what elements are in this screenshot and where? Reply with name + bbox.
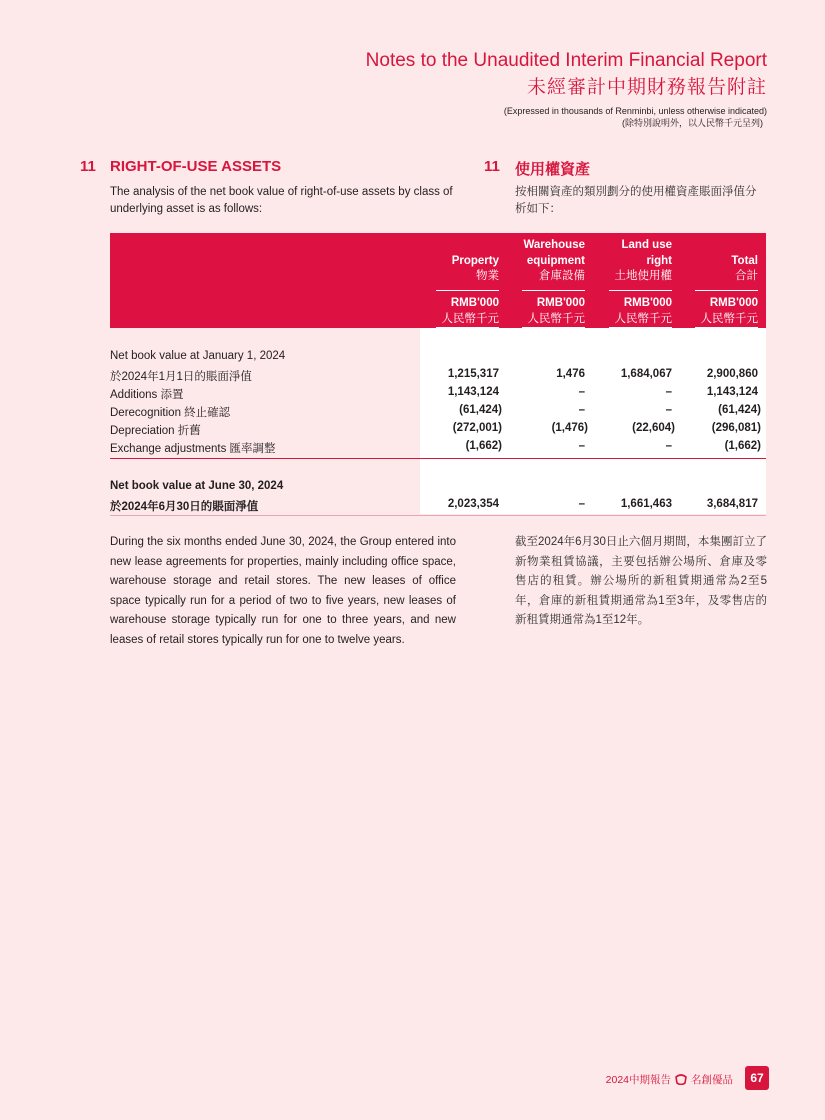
cell-additions-total: 1,143,124 xyxy=(706,386,758,398)
cell-opening-warehouse: 1,476 xyxy=(556,368,585,380)
column-header-warehouse-equipment: Warehouse equipment 倉庫設備 xyxy=(523,239,585,282)
row-label-exchange: Exchange adjustments 匯率調整 xyxy=(110,443,276,455)
cell-opening-property: 1,215,317 xyxy=(447,368,499,380)
table-divider xyxy=(110,458,766,459)
cell-additions-land: – xyxy=(665,386,672,398)
header-rule xyxy=(609,290,672,291)
page-number: 67 xyxy=(745,1066,769,1090)
unit-label-property: RMB'000 人民幣千元 xyxy=(441,297,499,325)
cell-opening-land: 1,684,067 xyxy=(620,368,672,380)
footer xyxy=(606,1072,733,1087)
currency-note-zh: (除特別說明外，以人民幣千元呈列) xyxy=(622,118,763,128)
cell-depreciation-warehouse: (1,476) xyxy=(551,422,588,434)
table-bottom-rule xyxy=(110,515,766,516)
row-label-additions: Additions 添置 xyxy=(110,389,184,401)
column-header-property: Property 物業 xyxy=(451,254,499,282)
unit-rule xyxy=(695,327,758,328)
column-header-land-use-right: Land use right 土地使用權 xyxy=(614,239,672,282)
intro-text-zh: 按相關資產的類別劃分的使用權資產賬面淨值分析如下： xyxy=(515,186,757,215)
cell-additions-warehouse: – xyxy=(578,386,585,398)
section-number-zh: 11 xyxy=(484,158,500,175)
header-rule xyxy=(436,290,499,291)
unit-label-total: RMB'000 人民幣千元 xyxy=(700,297,758,325)
lease-paragraph-zh: 截至2024年6月30日止六個月期間，本集團訂立了新物業租賃協議，主要包括辦公場所、倉庫及零售店的租賃。辦公場所的新租賃期通常為2至5年，倉庫的新租賃期通常為1至3年，及零售店的新租賃期通常為1至12年。 xyxy=(515,536,767,626)
cell-closing-total: 3,684,817 xyxy=(706,498,758,510)
unit-rule xyxy=(609,327,672,328)
row-label-closing-en: Net book value at June 30, 2024 xyxy=(110,480,284,492)
unit-label-warehouse: RMB'000 人民幣千元 xyxy=(527,297,585,325)
table-value-area xyxy=(420,328,766,514)
footer-brand: 名創優品 xyxy=(691,1074,733,1086)
cell-depreciation-land: (22,604) xyxy=(632,422,675,434)
page-header-title-zh: 未經審計中期財務報告附註 xyxy=(526,77,767,98)
cell-derecognition-land: – xyxy=(665,404,672,416)
cell-derecognition-warehouse: – xyxy=(578,404,585,416)
row-label-opening-zh: 於2024年1月1日的賬面淨值 xyxy=(110,371,252,383)
section-title-zh: 使用權資產 xyxy=(515,161,591,178)
row-label-closing-zh: 於2024年6月30日的賬面淨值 xyxy=(110,501,259,513)
cell-closing-land: 1,661,463 xyxy=(620,498,672,510)
cell-depreciation-total: (296,081) xyxy=(711,422,761,434)
cell-exchange-total: (1,662) xyxy=(724,440,761,452)
unit-rule xyxy=(436,327,499,328)
cell-exchange-property: (1,662) xyxy=(465,440,502,452)
row-label-opening-en: Net book value at January 1, 2024 xyxy=(110,350,286,362)
cell-exchange-land: – xyxy=(665,440,672,452)
footer-report-title: 2024中期報告 xyxy=(605,1074,671,1086)
cell-closing-warehouse: – xyxy=(578,498,585,510)
cell-derecognition-total: (61,424) xyxy=(718,404,761,416)
section-number-en: 11 xyxy=(80,158,96,175)
row-label-depreciation: Depreciation 折舊 xyxy=(110,425,201,437)
cell-derecognition-property: (61,424) xyxy=(459,404,502,416)
brand-logo-icon xyxy=(675,1074,687,1085)
row-label-derecognition: Derecognition 終止確認 xyxy=(110,407,231,419)
intro-text-en: The analysis of the net book value of right-of-use assets by class of underlying asset is as follows: xyxy=(110,186,453,215)
cell-exchange-warehouse: – xyxy=(578,440,585,452)
currency-note-en: (Expressed in thousands of Renminbi, unless otherwise indicated) xyxy=(503,106,767,116)
header-rule xyxy=(522,290,585,291)
page-header-title-en: Notes to the Unaudited Interim Financial Report xyxy=(365,50,767,71)
section-title-en: RIGHT-OF-USE ASSETS xyxy=(110,158,282,175)
column-header-total: Total 合計 xyxy=(731,254,758,282)
cell-additions-property: 1,143,124 xyxy=(447,386,499,398)
cell-depreciation-property: (272,001) xyxy=(452,422,502,434)
cell-closing-property: 2,023,354 xyxy=(447,498,499,510)
unit-rule xyxy=(522,327,585,328)
header-rule xyxy=(695,290,758,291)
cell-opening-total: 2,900,860 xyxy=(706,368,758,380)
lease-paragraph-en: During the six months ended June 30, 2024, the Group entered into new lease agreements for properties, mainly including office space, warehouse storage and retail stores. The new leases of office space typically run for a period of two to five years, new leases of warehouse storage typically run for one to three years, and new leases of retail stores typically run for one to twelve years. xyxy=(110,536,456,646)
unit-label-land: RMB'000 人民幣千元 xyxy=(614,297,672,325)
